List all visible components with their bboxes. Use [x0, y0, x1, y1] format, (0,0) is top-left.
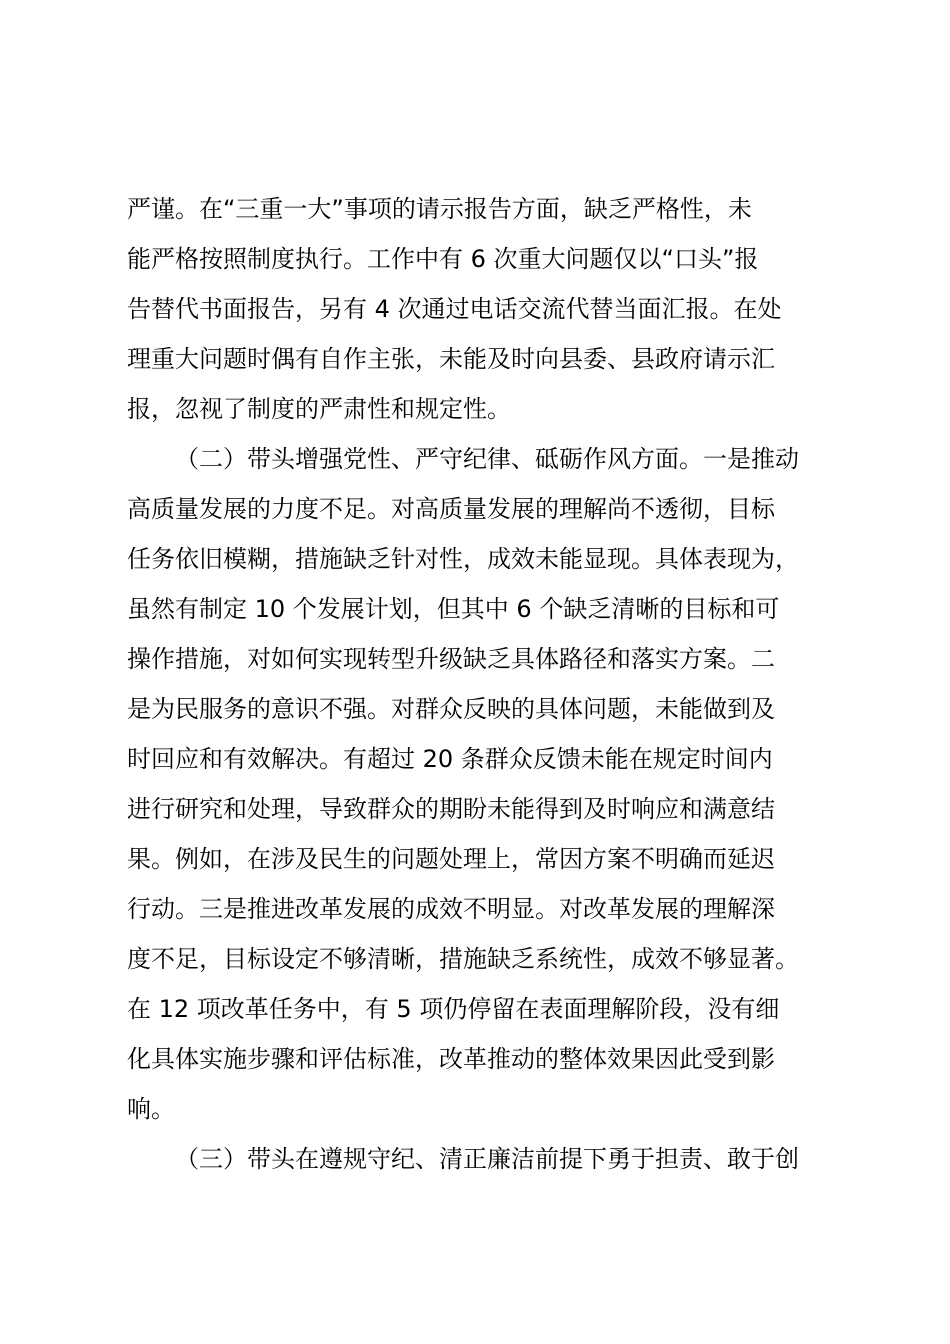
text-line: 是为民服务的意识不强。对群众反映的具体问题，未能做到及 — [127, 695, 775, 723]
section-heading-line: （三）带头在遵规守纪、清正廉洁前提下勇于担责、敢于创 — [175, 1145, 799, 1173]
text-line: 报，忽视了制度的严肃性和规定性。 — [127, 395, 511, 423]
text-line: 在 12 项改革任务中，有 5 项仍停留在表面理解阶段，没有细 — [127, 995, 780, 1023]
text-line: 行动。三是推进改革发展的成效不明显。对改革发展的理解深 — [127, 895, 775, 923]
text-line: 理重大问题时偶有自作主张，未能及时向县委、县政府请示汇 — [127, 345, 775, 373]
text-line: 高质量发展的力度不足。对高质量发展的理解尚不透彻，目标 — [127, 495, 775, 523]
text-line: 严谨。在“三重一大”事项的请示报告方面，缺乏严格性，未 — [127, 195, 752, 223]
text-line: 告替代书面报告，另有 4 次通过电话交流代替当面汇报。在处 — [127, 295, 782, 323]
section-heading-line: （二）带头增强党性、严守纪律、砥砺作风方面。一是推动 — [175, 445, 799, 473]
text-line: 能严格按照制度执行。工作中有 6 次重大问题仅以“口头”报 — [127, 245, 759, 273]
text-line: 响。 — [127, 1095, 175, 1123]
text-line: 度不足，目标设定不够清晰，措施缺乏系统性，成效不够显著。 — [127, 945, 799, 973]
document-body — [127, 184, 857, 1184]
text-line: 化具体实施步骤和评估标准，改革推动的整体效果因此受到影 — [127, 1045, 775, 1073]
text-line: 任务依旧模糊，措施缺乏针对性，成效未能显现。具体表现为， — [127, 545, 799, 573]
text-line: 操作措施，对如何实现转型升级缺乏具体路径和落实方案。二 — [127, 645, 775, 673]
text-line: 时回应和有效解决。有超过 20 条群众反馈未能在规定时间内 — [127, 745, 773, 773]
text-line: 进行研究和处理，导致群众的期盼未能得到及时响应和满意结 — [127, 795, 775, 823]
text-line: 虽然有制定 10 个发展计划，但其中 6 个缺乏清晰的目标和可 — [127, 595, 780, 623]
text-line: 果。例如，在涉及民生的问题处理上，常因方案不明确而延迟 — [127, 845, 775, 873]
